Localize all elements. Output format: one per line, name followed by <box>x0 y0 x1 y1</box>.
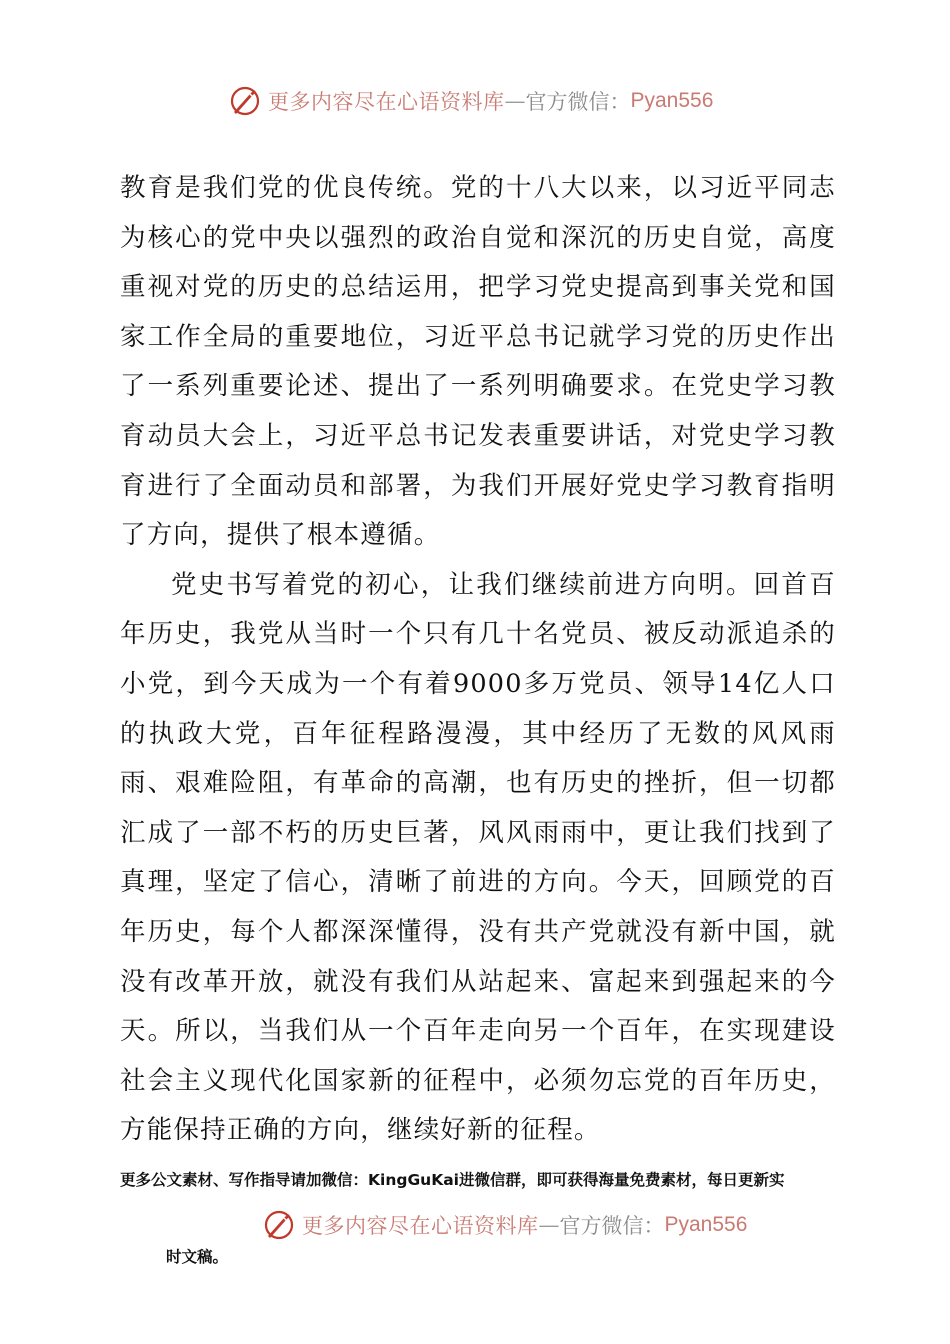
fountain-pen-logo-icon <box>228 84 262 118</box>
paragraph-2: 党史书写着党的初心，让我们继续前进方向明。回首百年历史，我党从当时一个只有几十名党员、被反动派追杀的小党，到今天成为一个有着9000多万党员、领导14亿人口的执政大党，百年征程路漫漫，其中经历了无数的风风雨雨、艰难险阻，有革命的高潮，也有历史的挫折，但一切都汇成了一部不朽的历史巨著，风风雨雨中，更让我们找到了真理，坚定了信心，清晰了前进的方向。今天，回顾党的百年历史，每个人都深深懂得，没有共产党就没有新中国，就没有改革开放，就没有我们从站起来、富起来到强起来的今天。所以，当我们从一个百年走向另一个百年，在实现建设社会主义现代化国家新的征程中，必须勿忘党的百年历史，方能保持正确的方向，继续好新的征程。 <box>120 569 836 1146</box>
footer-watermark <box>262 1208 747 1242</box>
document-body <box>120 164 836 1156</box>
paragraph-1: 教育是我们党的优良传统。党的十八大以来，以习近平同志为核心的党中央以强烈的政治自觉和深沉的历史自觉，高度重视对党的历史的总结运用，把学习党史提高到事关党和国家工作全局的重要地位，习近平总书记就学习党的历史作出了一系列重要论述、提出了一系列明确要求。在党史学习教育动员大会上，习近平总书记发表重要讲话，对党史学习教育进行了全面动员和部署，为我们开展好党史学习教育指明了方向，提供了根本遵循。 <box>120 173 836 551</box>
watermark-wechat-label: 官方微信： <box>559 1214 665 1238</box>
fountain-pen-logo-icon <box>262 1208 296 1242</box>
header-watermark <box>228 84 713 118</box>
watermark-wechat-id: Pyan556 <box>664 1213 748 1236</box>
watermark-text: 更多内容尽在心语资料库 <box>302 1214 539 1238</box>
watermark-dash: — <box>538 1213 560 1237</box>
watermark-wechat-id: Pyan556 <box>630 89 714 112</box>
watermark-wechat-label: 官方微信： <box>525 90 631 114</box>
watermark-dash: — <box>504 89 526 113</box>
watermark-text: 更多内容尽在心语资料库 <box>268 90 505 114</box>
footer-promo-line: 更多公文素材、写作指导请加微信：KingGuKai进微信群，即可获得海量免费素材，每日更新实 <box>120 1171 785 1189</box>
footer-promo-continuation: 时文稿。 <box>166 1248 229 1266</box>
